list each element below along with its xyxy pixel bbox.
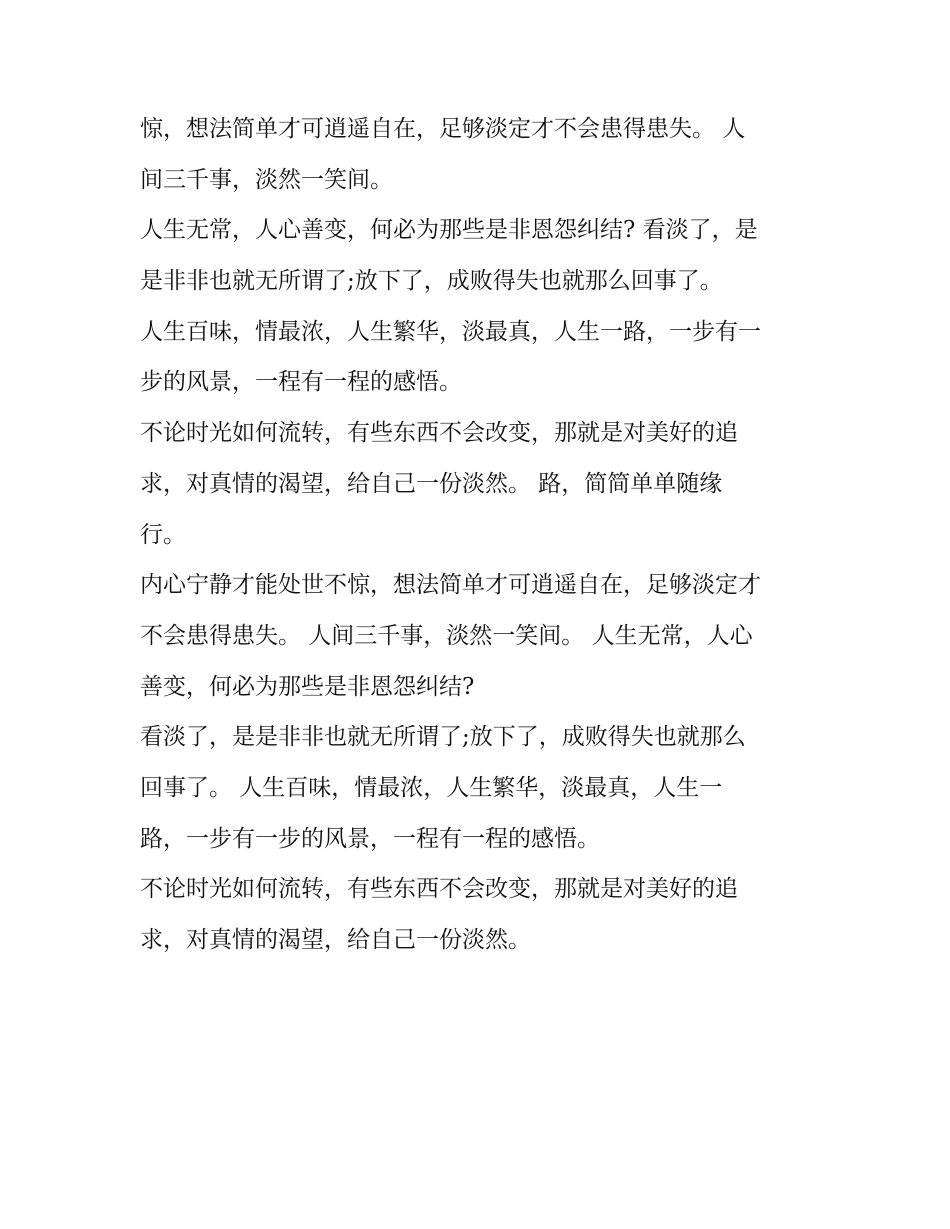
text-line: 人生无常，人心善变，何必为那些是非恩怨纠结? 看淡了，是 xyxy=(140,217,758,244)
text-line: 内心宁静才能处世不惊，想法简单才可逍遥自在，足够淡定才 xyxy=(140,572,761,599)
text-line: 求，对真情的渴望，给自己一份淡然。 xyxy=(140,927,531,953)
text-line: 求，对真情的渴望，给自己一份淡然。 路，简简单单随缘 xyxy=(140,470,723,497)
text-line: 人生百味，情最浓，人生繁华，淡最真，人生一路，一步有一 xyxy=(140,318,761,345)
text-line: 是非非也就无所谓了;放下了，成败得失也就那么回事了。 xyxy=(140,268,723,295)
text-line: 间三千事，淡然一笑间。 xyxy=(140,166,393,193)
text-line: 惊，想法简单才可逍遥自在，足够淡定才不会患得患失。 人 xyxy=(140,116,746,142)
text-line: 行。 xyxy=(140,521,186,548)
text-line: 回事了。 人生百味，情最浓，人生繁华，淡最真，人生一 xyxy=(140,774,723,801)
text-line: 不论时光如何流转，有些东西不会改变，那就是对美好的追 xyxy=(140,420,738,447)
text-line: 善变，何必为那些是非恩怨纠结? xyxy=(140,673,475,700)
text-line: 路，一步有一步的风景，一程有一程的感悟。 xyxy=(140,825,600,852)
text-line: 不会患得患失。 人间三千事，淡然一笑间。 人生无常，人心 xyxy=(140,622,753,649)
text-line: 不论时光如何流转，有些东西不会改变，那就是对美好的追 xyxy=(140,876,738,903)
document-body xyxy=(140,104,820,966)
text-line: 看淡了，是是非非也就无所谓了;放下了，成败得失也就那么 xyxy=(140,724,746,751)
text-line: 步的风景，一程有一程的感悟。 xyxy=(140,369,462,396)
